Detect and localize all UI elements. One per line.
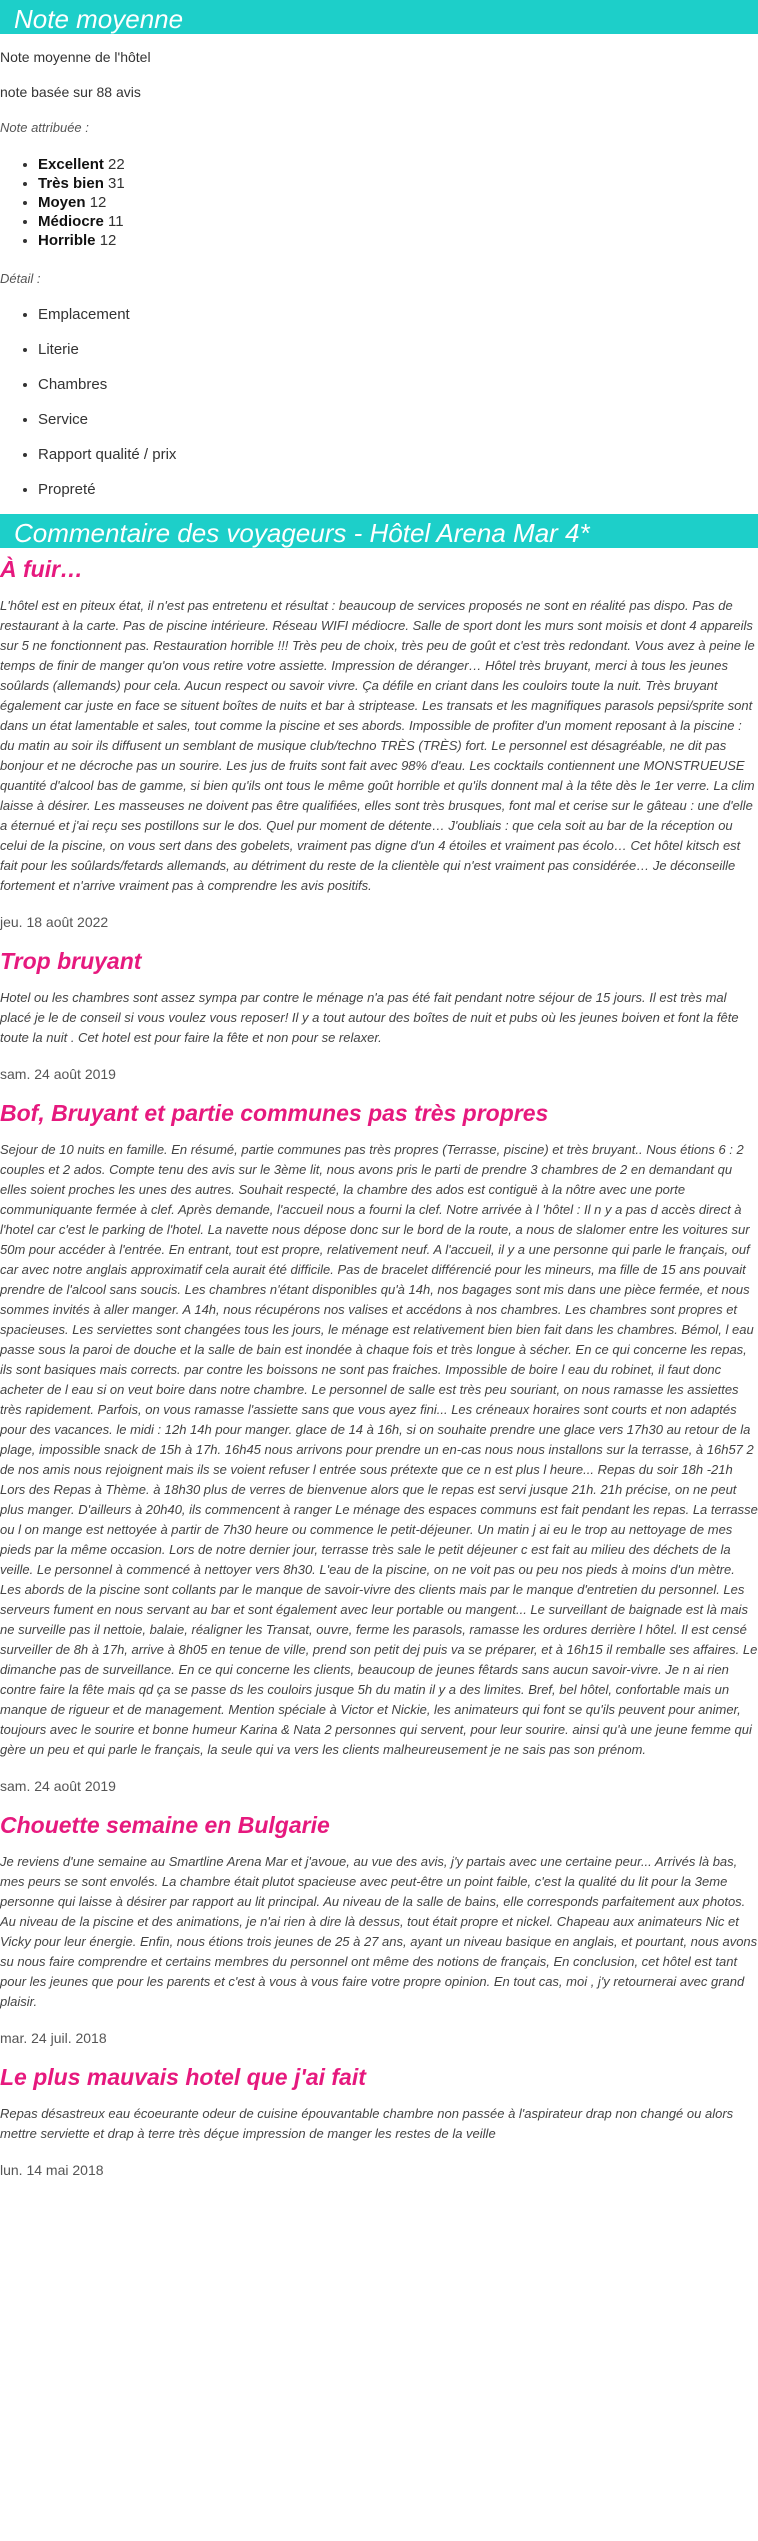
rating-detail-item: • Emplacement (38, 306, 758, 324)
rating-count-item: • Moyen 12 (38, 193, 758, 212)
rating-details-list (0, 306, 758, 499)
review-body: Sejour de 10 nuits en famille. En résumé, partie communes pas très propres (Terrasse, piscine) et très bruyant.. Nous étions 6 : 2 couples et 2 ados. Compte tenu des avis sur le 3ème lit, nous avons pris le parti de prendre 3 chambres de 2 en demandant qu elles soient proches les unes des autres. Souhait respecté, la chambre des ados est contiguë à la nôtre avec une porte communiquante fermée à clef. Après demande, l'accueil nous a fourni la clef. Notre arrivée à l 'hôtel : Il n y a pas d accès direct à l'hotel car c'est le parking de l'hotel. La navette nous dépose donc sur le bord de la route, a nous de slalomer entre les voitures sur 50m pour accéder à l'entrée. En entrant, tout est propre, relativement neuf. A l'accueil, il y a une personne qui parle le français, ouf car avec notre anglais approximatif cela aurait été difficile. Pas de bracelet différencié pour les mineurs, ma fille de 15 ans pouvait prendre de l'alcool sans soucis. Les chambres n'étant disponibles qu'à 14h, nos bagages sont mis dans une pièce fermée, et nous sommes invités à aller manger. A 14h, nous récupérons nos valises et accédons à nos chambres. Les chambres sont propres et spacieuses. Les serviettes sont changées tous les jours, le ménage est relativement bien bien fait dans les chambres. Bémol, l eau passe sous la paroi de douche et la salle de bain est inondée à chaque fois et très longue à sécher. En ce qui concerne les repas, ils sont basiques mais corrects. par contre les boissons ne sont pas fraiches. Impossible de boire l eau du robinet, il faut donc acheter de l eau si on veut boire dans notre chambre. Le personnel de salle est très peu souriant, on nous ramasse les assiettes très rapidement. Parfois, on vous ramasse l'assiette sans que vous ayez fini... Les créneaux horaires sont courts et non adaptés pour des vacances. le midi : 12h 14h pour manger. glace de 14 à 16h, si on souhaite prendre une glace vers 17h30 au retour de la plage, impossible snack de 15h à 17h. 16h45 nous arrivons pour prendre un en-cas nous nous installons sur la terrasse, à 16h57 2 de nos amis nous rejoignent mais ils se voient refuser l entrée sous prétexte que ce n est plus l heure... Repas du soir 18h -21h Lors des Repas à Thème. à 18h30 plus de verres de bienvenue alors que le repas est servi jusque 21h. 21h précise, on ne peut plus manger. D'ailleurs à 20h40, ils commencent à ranger Le ménage des espaces communs est fait pendant les repas. La terrasse ou l on mange est nettoyée à partir de 7h30 heure ou commence le petit-déjeuner. Un matin j ai eu le trop au nettoyage de mes pieds par la même occasion. Lors de notre dernier jour, terrasse très sale le petit déjeuner c est fait au milieu des déchets de la veille. Le personnel à commencé à nettoyer vers 8h30. L'eau de la piscine, on ne voit pas ou peu nos pieds à moins d'un mètre. Les abords de la piscine sont collants par le manque de savoir-vivre des clients mais par le manque d'entretien du personnel. Les serveurs fument en nous servant au bar et sont également avec leur portable ou mangent... Le surveillant de baignade est là mais ne surveille pas il nettoie, balaie, réaligner les Transat, ouvre, ferme les parasols, ramasse les ordures derrière l hôtel. Il est censé surveiller de 8h à 17h, arrive à 8h05 en tenue de ville, prend son petit dej puis va se préparer, et à 16h15 il remballe ses affaires. Le dimanche pas de surveillance. En ce qui concerne les clients, beaucoup de jeunes fêtards sans aucun savoir-vivre. Je n ai rien contre faire la fête mais qd ça se passe ds les couloirs jusque 5h du matin il y a des limites. Bref, bel hôtel, confortable mais un manque de rigueur et de management. Mention spéciale à Victor et Nickie, les animateurs qui font se qu'ils peuvent pour animer, toujours avec le sourire et bonne humeur Karina & Nata 2 personnes qui servent, pour leur sourire. ainsi qu'à une jeune femme qui gère un peu et qui parle le français, la seule qui va vers les clients malheureusement je ne sais pas son prénom. (0, 1142, 758, 1757)
review-body: Je reviens d'une semaine au Smartline Arena Mar et j'avoue, au vue des avis, j'y partais avec une certaine peur... Arrivés là bas, mes peurs se sont envolés. La chambre était plutot spacieuse avec peut-être un point faible, c'est la qualité du lit pour la 3eme personne qui laisse à désirer par rapport au lit principal. Au niveau de la salle de bains, elle corresponds parfaitement aux photos. Au niveau de la piscine et des animations, je n'ai rien à dire là dessus, tout était propre et nickel. Chapeau aux animateurs Nic et Vicky pour leur énergie. Enfin, nous étions trois jeunes de 25 à 27 ans, ayant un niveau basique en anglais, et pourtant, nous avons su nous faire comprendre et certains membres du personnel ont même des notions de français, En conclusion, cet hôtel est tant pour les jeunes que pour les parents et c'est à vous à vous faire votre propre opinion. En tout cas, moi , j'y retournerai avec grand plaisir. (0, 1854, 758, 2009)
rating-detail-item: • Rapport qualité / prix (38, 446, 758, 464)
rating-detail-item: • Service (38, 411, 758, 429)
rating-detail-item: • Chambres (38, 376, 758, 394)
comments-header: Commentaire des voyageurs - Hôtel Arena Mar 4* (0, 514, 758, 548)
review-title: Le plus mauvais hotel que j'ai fait (0, 2064, 366, 2090)
rating-counts-list (0, 155, 758, 250)
review-body: Repas désastreux eau écoeurante odeur de cuisine épouvantable chambre non passée à l'aspirateur drap non changé ou alors mettre serviette et drap à terre très déçue impression de manger les restes de la veille (0, 2106, 734, 2141)
review-body: Hotel ou les chambres sont assez sympa par contre le ménage n'a pas été fait pendant notre séjour de 15 jours. Il est très mal placé je le de conseil si vous voulez vous reposer! Il y a tout autour des boîtes de nuit et pubs où les jeunes boiven et font la fête toute la nuit . Cet hotel est pour faire la fête et non pour se relaxer. (0, 990, 739, 1045)
review-date: sam. 24 août 2019 (0, 1778, 116, 1794)
review-title: Trop bruyant (0, 948, 142, 974)
rating-based-on: note basée sur 88 avis (0, 84, 141, 100)
rating-count-item: • Très bien 31 (38, 174, 758, 193)
review (0, 1812, 758, 2046)
review (0, 2064, 758, 2178)
review-date: lun. 14 mai 2018 (0, 2162, 104, 2178)
review (0, 948, 758, 1082)
review (0, 556, 758, 930)
rating-attributed-label: Note attribuée : (0, 120, 89, 135)
rating-section (0, 0, 758, 499)
rating-count-item: • Horrible 12 (38, 231, 758, 250)
review-body: L'hôtel est en piteux état, il n'est pas entretenu et résultat : beaucoup de services proposés ne sont en réalité pas dispo. Pas de restaurant à la carte. Pas de piscine intérieure. Réseau WIFI médiocre. Salle de sport dont les murs sont moisis et dont 4 appareils sur 5 ne fonctionnent pas. Restauration horrible !!! Très peu de choix, très peu de goût et c'est très redondant. Vous avez à peine le temps de finir de manger qu'on vous retire votre assiette. Impression de déranger… Hôtel très bruyant, merci à tous les jeunes soûlards (allemands) pour cela. Aucun respect ou savoir vivre. Ça défile en criant dans les couloirs toute la nuit. Très bruyant également car juste en face se situent boîtes de nuits et bar à striptease. Les transats et les magnifiques parasols pepsi/sprite sont dans un état lamentable et sales, tout comme la piscine et ses abords. Impossible de profiter d'un moment reposant à la piscine : du matin au soir ils diffusent un semblant de musique club/techno TRÈS (TRÈS) fort. Le personnel est désagréable, ne dit pas bonjour et ne décroche pas un sourire. Les jus de fruits sont fait avec 98% d'eau. Les cocktails contiennent une MONSTRUEUSE quantité d'alcool bas de gamme, si bien qu'ils ont tous le même goût horrible et qu'ils donnent mal à la tête dès le 1er verre. La clim laisse à désirer. Les masseuses ne doivent pas être qualifiées, elles sont très brusques, font mal et cerise sur le gâteau : une d'elle a éternué et j'ai reçu ses postillons sur le dos. Quel pur moment de détente… J'oubliais : que cela soit au bar de la réception ou celui de la piscine, on vous sert dans des gobelets, vraiment pas digne d'un 4 étoiles et vraiment pas écolo… Cet hôtel kitsch est fait pour les soûlards/fetards allemands, au détriment du reste de la clientèle qui n'est vraiment pas considérée… Je déconseille fortement et n'arrive vraiment pas à comprendre les avis positifs. (0, 598, 755, 893)
review-date: mar. 24 juil. 2018 (0, 2030, 107, 2046)
review-date: jeu. 18 août 2022 (0, 914, 109, 930)
rating-header: Note moyenne (0, 0, 758, 34)
rating-detail-item: • Literie (38, 341, 758, 359)
review-title: Chouette semaine en Bulgarie (0, 1812, 330, 1838)
rating-subtitle: Note moyenne de l'hôtel (0, 49, 151, 65)
rating-count-item: • Excellent 22 (38, 155, 758, 174)
review-title: À fuir… (0, 556, 84, 582)
rating-count-item: • Médiocre 11 (38, 212, 758, 231)
review-date: sam. 24 août 2019 (0, 1066, 116, 1082)
review-title: Bof, Bruyant et partie communes pas très propres (0, 1100, 549, 1126)
rating-detail-item: • Propreté (38, 481, 758, 499)
review (0, 1100, 758, 1794)
comments-section (0, 514, 758, 2178)
rating-detail-label: Détail : (0, 271, 41, 286)
